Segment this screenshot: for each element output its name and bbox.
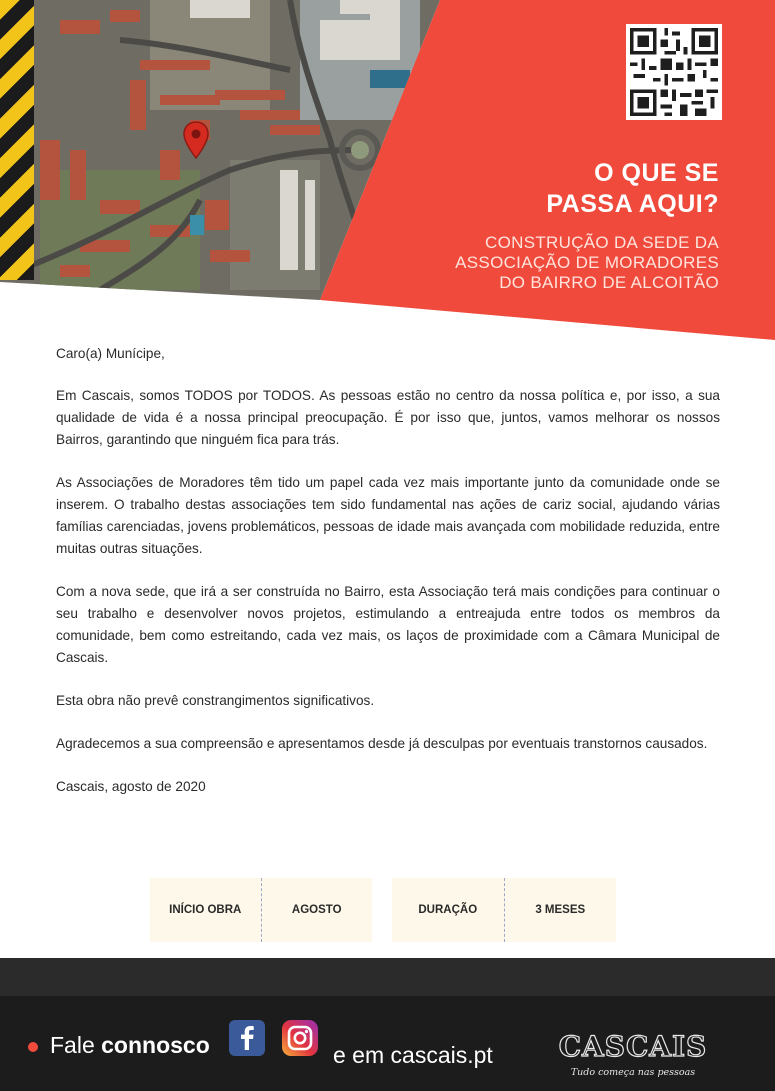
website-text: e em cascais.pt: [333, 1042, 493, 1068]
letter-paragraph: Em Cascais, somos TODOS por TODOS. As pessoas estão no centro da nossa política e, por isso, a sua qualidade de vida é a nossa principal preocupação. É por isso que, juntos, vamos melhorar os nossos Bairros, garantindo que ninguém fica para trás.: [56, 388, 720, 447]
project-title-line-2: ASSOCIAÇÃO DE MORADORES: [455, 253, 719, 272]
logo-wordmark: CASCAIS: [558, 1030, 708, 1063]
qr-code-icon[interactable]: [626, 24, 722, 120]
letter-body: [56, 343, 720, 819]
contact-text: [50, 1032, 210, 1059]
footer-contact: [0, 1012, 775, 1082]
duration-value: 3 MESES: [535, 904, 586, 916]
contact-connosco: connosco: [101, 1032, 210, 1058]
footer-top-strip: [0, 958, 775, 996]
headline-line-2: PASSA AQUI?: [546, 190, 719, 218]
duration-info-box: [392, 878, 616, 942]
headline: [546, 158, 719, 220]
contact-fale: Fale: [50, 1032, 95, 1058]
letter-paragraph: Com a nova sede, que irá a ser construída no Bairro, esta Associação terá mais condições para continuar o seu trabalho e desenvolver novos projetos, estimulando a entreajuda entre todos os membros da comunidade, bem como estreitando, cada vez mais, os laços de proximidade com a Câmara Municipal de Cascais.: [56, 584, 720, 665]
header-banner: [0, 0, 775, 345]
logo-tagline: Tudo começa nas pessoas: [570, 1067, 696, 1078]
duration-label: DURAÇÃO: [418, 904, 478, 916]
hazard-stripe: [0, 0, 34, 280]
start-label: INÍCIO OBRA: [169, 904, 242, 916]
facebook-icon[interactable]: [228, 1019, 266, 1057]
letter-paragraph: As Associações de Moradores têm tido um papel cada vez mais importante junto da comunidade onde se inserem. O trabalho destas associações tem sido fundamental nas ações de cariz social, ajudando várias famílias carenciadas, jovens problemáticos, pessoas de idade mais avançada com mobilidade reduzida, entre muitas outras situações.: [56, 475, 720, 556]
letter-paragraph: Agradecemos a sua compreensão e apresentamos desde já desculpas por eventuais transtornos causados.: [56, 736, 708, 751]
map-pin-icon: [182, 120, 210, 160]
salutation: Caro(a) Munícipe,: [56, 346, 165, 361]
headline-line-1: O QUE SE: [594, 159, 719, 187]
start-value: AGOSTO: [291, 904, 342, 916]
letter-paragraph: Esta obra não prevê constrangimentos significativos.: [56, 693, 375, 708]
cascais-logo: [553, 1030, 713, 1084]
project-title-line-1: CONSTRUÇÃO DA SEDE DA: [485, 233, 719, 252]
start-info-box: [150, 878, 372, 942]
instagram-icon[interactable]: [281, 1019, 319, 1057]
bullet-icon: [28, 1042, 38, 1052]
signoff: Cascais, agosto de 2020: [56, 779, 206, 794]
project-title: [455, 233, 719, 293]
project-title-line-3: DO BAIRRO DE ALCOITÃO: [499, 273, 719, 292]
